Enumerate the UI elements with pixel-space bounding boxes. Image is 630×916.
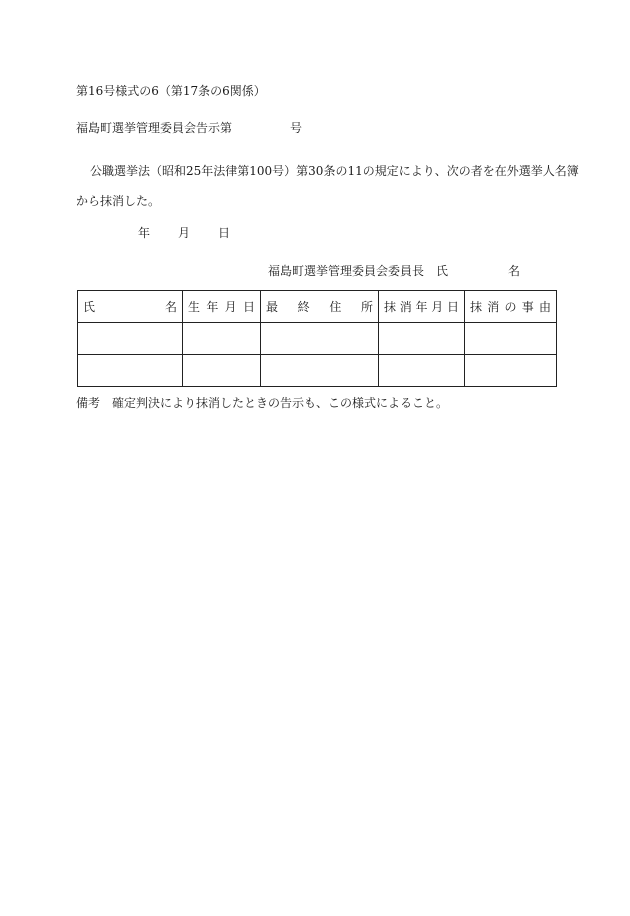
header-deletion-date [379,291,465,323]
table-cell [183,355,261,387]
table-cell [465,355,557,387]
notice-heading [76,121,302,135]
note: 備考 確定判決により抹消したときの告示も、この様式によること。 [76,396,449,410]
signer-title: 福島町選挙管理委員会委員長 [268,264,425,278]
header-char: 年 [415,300,428,314]
table-cell [78,323,183,355]
header-char: 月 [431,300,444,314]
header-deletion-reason [465,291,557,323]
header-char: 抹 [470,300,483,314]
table-header-row [78,291,557,323]
header-char: 由 [538,300,551,314]
header-char: 事 [521,300,534,314]
header-char: の [504,300,517,314]
table-cell [379,323,465,355]
body-line-1: 公職選挙法（昭和25年法律第100号）第30条の11の規定により、次の者を在外選挙人名簿 [90,164,579,178]
signer-name-label-2: 名 [508,264,521,278]
table-cell [183,323,261,355]
table-cell [261,323,379,355]
header-char: 月 [224,300,237,314]
header-char: 生 [188,300,201,314]
header-char: 名 [164,300,177,314]
table-row [78,355,557,387]
date-line [138,226,230,240]
header-char: 消 [487,300,500,314]
register-table [77,290,557,387]
header-char: 年 [206,300,219,314]
header-char: 終 [297,300,310,314]
header-last-address [261,291,379,323]
signer-line [268,264,520,278]
header-birthdate [183,291,261,323]
date-year: 年 [138,226,151,240]
table-cell [78,355,183,387]
header-char: 氏 [83,300,96,314]
date-month: 月 [178,226,191,240]
header-char: 抹 [384,300,397,314]
header-char: 消 [399,300,412,314]
header-name [78,291,183,323]
signer-name-label-1: 氏 [436,264,449,278]
table-row [78,323,557,355]
notice-heading-suffix: 号 [290,121,303,135]
date-day: 日 [218,226,231,240]
notice-heading-prefix: 福島町選挙管理委員会告示第 [76,121,233,135]
header-char: 日 [446,300,459,314]
header-char: 日 [242,300,255,314]
table-cell [465,323,557,355]
table-cell [379,355,465,387]
header-char: 最 [266,300,279,314]
body-line-2: から抹消した。 [76,194,161,208]
header-char: 所 [360,300,373,314]
form-number: 第16号様式の6（第17条の6関係） [76,84,266,98]
header-char: 住 [329,300,342,314]
table-cell [261,355,379,387]
